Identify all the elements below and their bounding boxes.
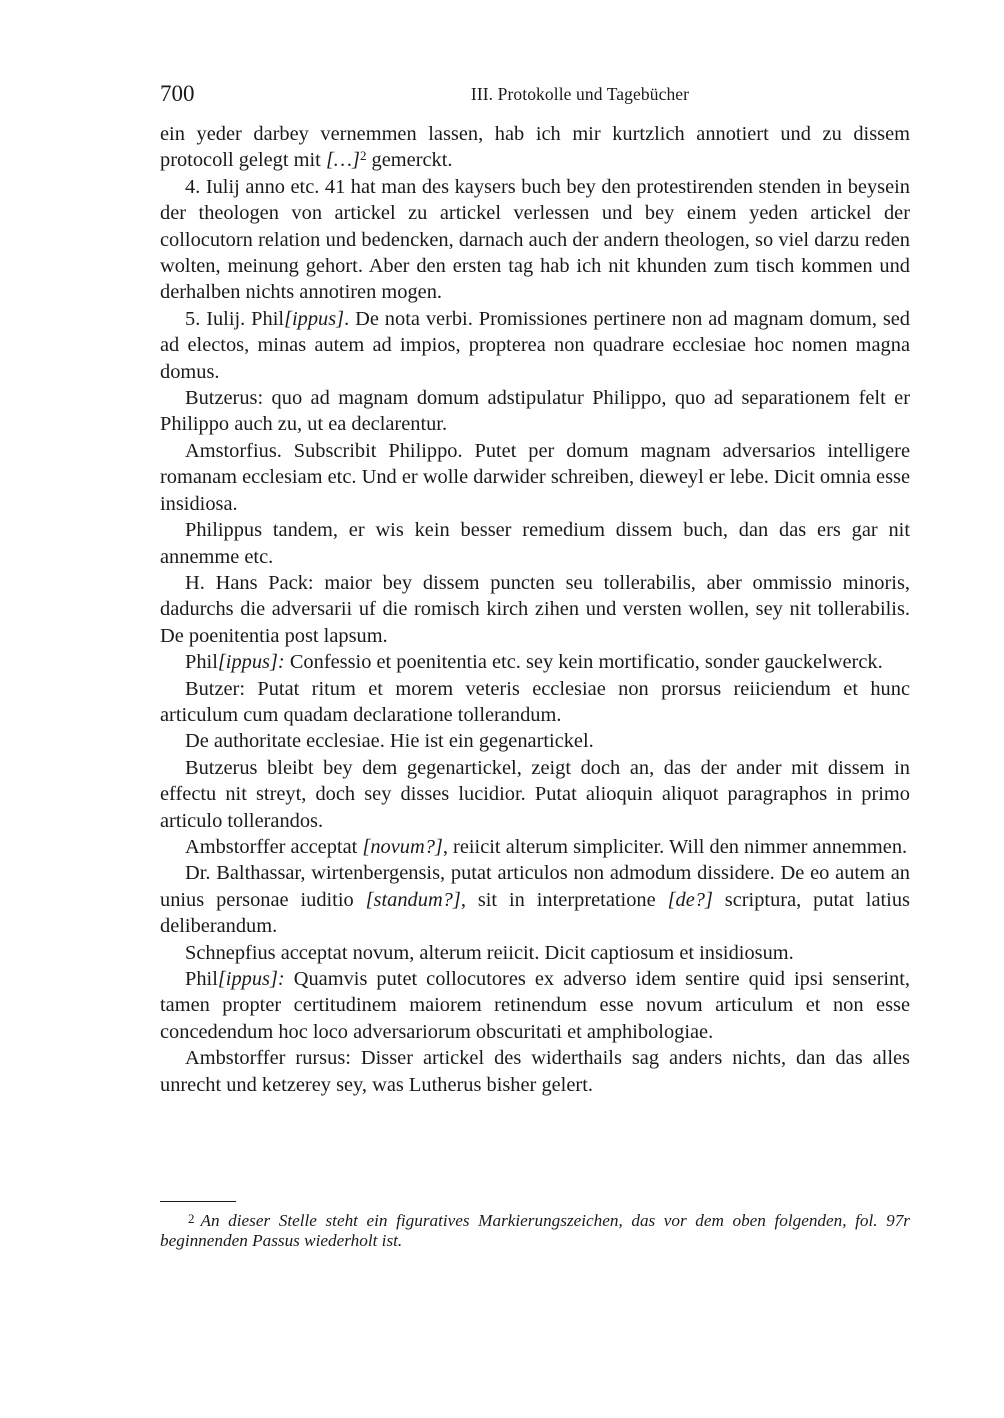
paragraph: Phil[ippus]: Confessio et poenitentia etc. sey kein mortificatio, sonder gauckelwerck. <box>185 651 883 674</box>
paragraph: Schnepfius acceptat novum, alterum reiicit. Dicit captiosum et insidiosum. <box>185 941 794 964</box>
paragraph: H. Hans Pack: maior bey dissem puncten seu tollerabilis, aber ommissio minoris, dadurchs die adversarii uf die romisch kirch zihen und versten wollen, sey nit tollerabilis. De poenitentia post lapsum. <box>160 571 910 647</box>
paragraph: Dr. Balthassar, wirtenbergensis, putat articulos non admodum dissidere. De eo autem an unius personae iuditio [standum?], sit in interpretatione [de?] scriptura, putat latius deliberandum. <box>160 862 910 938</box>
paragraph: Amstorfius. Subscribit Philippo. Putet per domum magnam adversarios intelligere romanam ecclesiam etc. Und er wolle darwider schreiben, dieweyl er lebe. Dicit omnia esse insidiosa. <box>160 439 910 515</box>
page-number: 700 <box>160 81 195 106</box>
footnote-reference[interactable]: 2 <box>359 148 367 164</box>
footnote-mark: 2 <box>188 1211 195 1226</box>
footnote-text: An dieser Stelle steht ein figuratives Markierungszeichen, das vor dem oben folgenden, fol. 97r beginnenden Passus wiederholt ist. <box>160 1211 910 1250</box>
body-text <box>160 121 910 1098</box>
running-head: III. Protokolle und Tagebücher <box>470 84 690 104</box>
paragraph: ein yeder darbey vernemmen lassen, hab ich mir kurtzlich annotiert und zu dissem protocoll gelegt mit […]$^2$ gemerckt. <box>160 123 910 172</box>
paragraph: Philippus tandem, er wis kein besser remedium dissem buch, dan das ers gar nit annemme etc. <box>160 519 910 568</box>
paragraph: Butzerus: quo ad magnam domum adstipulatur Philippo, quo ad separationem felt er Philippo auch zu, ut ea declarentur. <box>160 387 910 436</box>
paragraph: Ambstorffer rursus: Disser artickel des widerthails sag anders nichts, dan das alles unrecht und ketzerey sey, was Lutherus bisher gelert. <box>160 1047 910 1096</box>
paragraph: Phil[ippus]: Quamvis putet collocutores ex adverso idem sentire quid ipsi senserint, tamen propter certitudinem maiorem retinendum esse novum articulum et non esse concedendum hoc loco adversariorum obscuritati et amphibologiae. <box>160 968 910 1043</box>
paragraph: Ambstorffer acceptat [novum?], reiicit alterum simpliciter. Will den nimmer annemmen. <box>185 835 908 858</box>
paragraph: De authoritate ecclesiae. Hie ist ein gegenartickel. <box>185 730 594 753</box>
footnote <box>160 1209 910 1251</box>
page-header <box>160 80 910 110</box>
paragraph: 5. Iulij. Phil[ippus]. De nota verbi. Promissiones pertinere non ad magnam domum, sed ad electos, minas autem ad impios, propterea non quadrare ecclesiae hoc nomen magna domus. <box>160 307 911 383</box>
footnote-divider <box>160 1201 236 1202</box>
paragraph: Butzerus bleibt bey dem gegenartickel, zeigt doch an, das der ander mit dissem in effectu nit streyt, doch sey disses lucidior. Putat alioquin aliquot paragraphos in primo articulo tollerandos. <box>160 756 910 832</box>
paragraph: Butzer: Putat ritum et morem veteris ecclesiae non prorsus reiiciendum et hunc articulum cum quadam declaratione tollerandum. <box>160 677 910 726</box>
paragraph: 4. Iulij anno etc. 41 hat man des kaysers buch bey den protestirenden stenden in beysein der theologen von artickel zu artickel verlessen und bey einem yeden artickel der collocutorn relation und bedencken, darnach auch der andern theologen, so viel darzu reden wolten, meinung gehort. Aber den ersten tag hab ich nit khunden zum tisch kommen und derhalben nichts annotiren mogen. <box>160 175 910 304</box>
